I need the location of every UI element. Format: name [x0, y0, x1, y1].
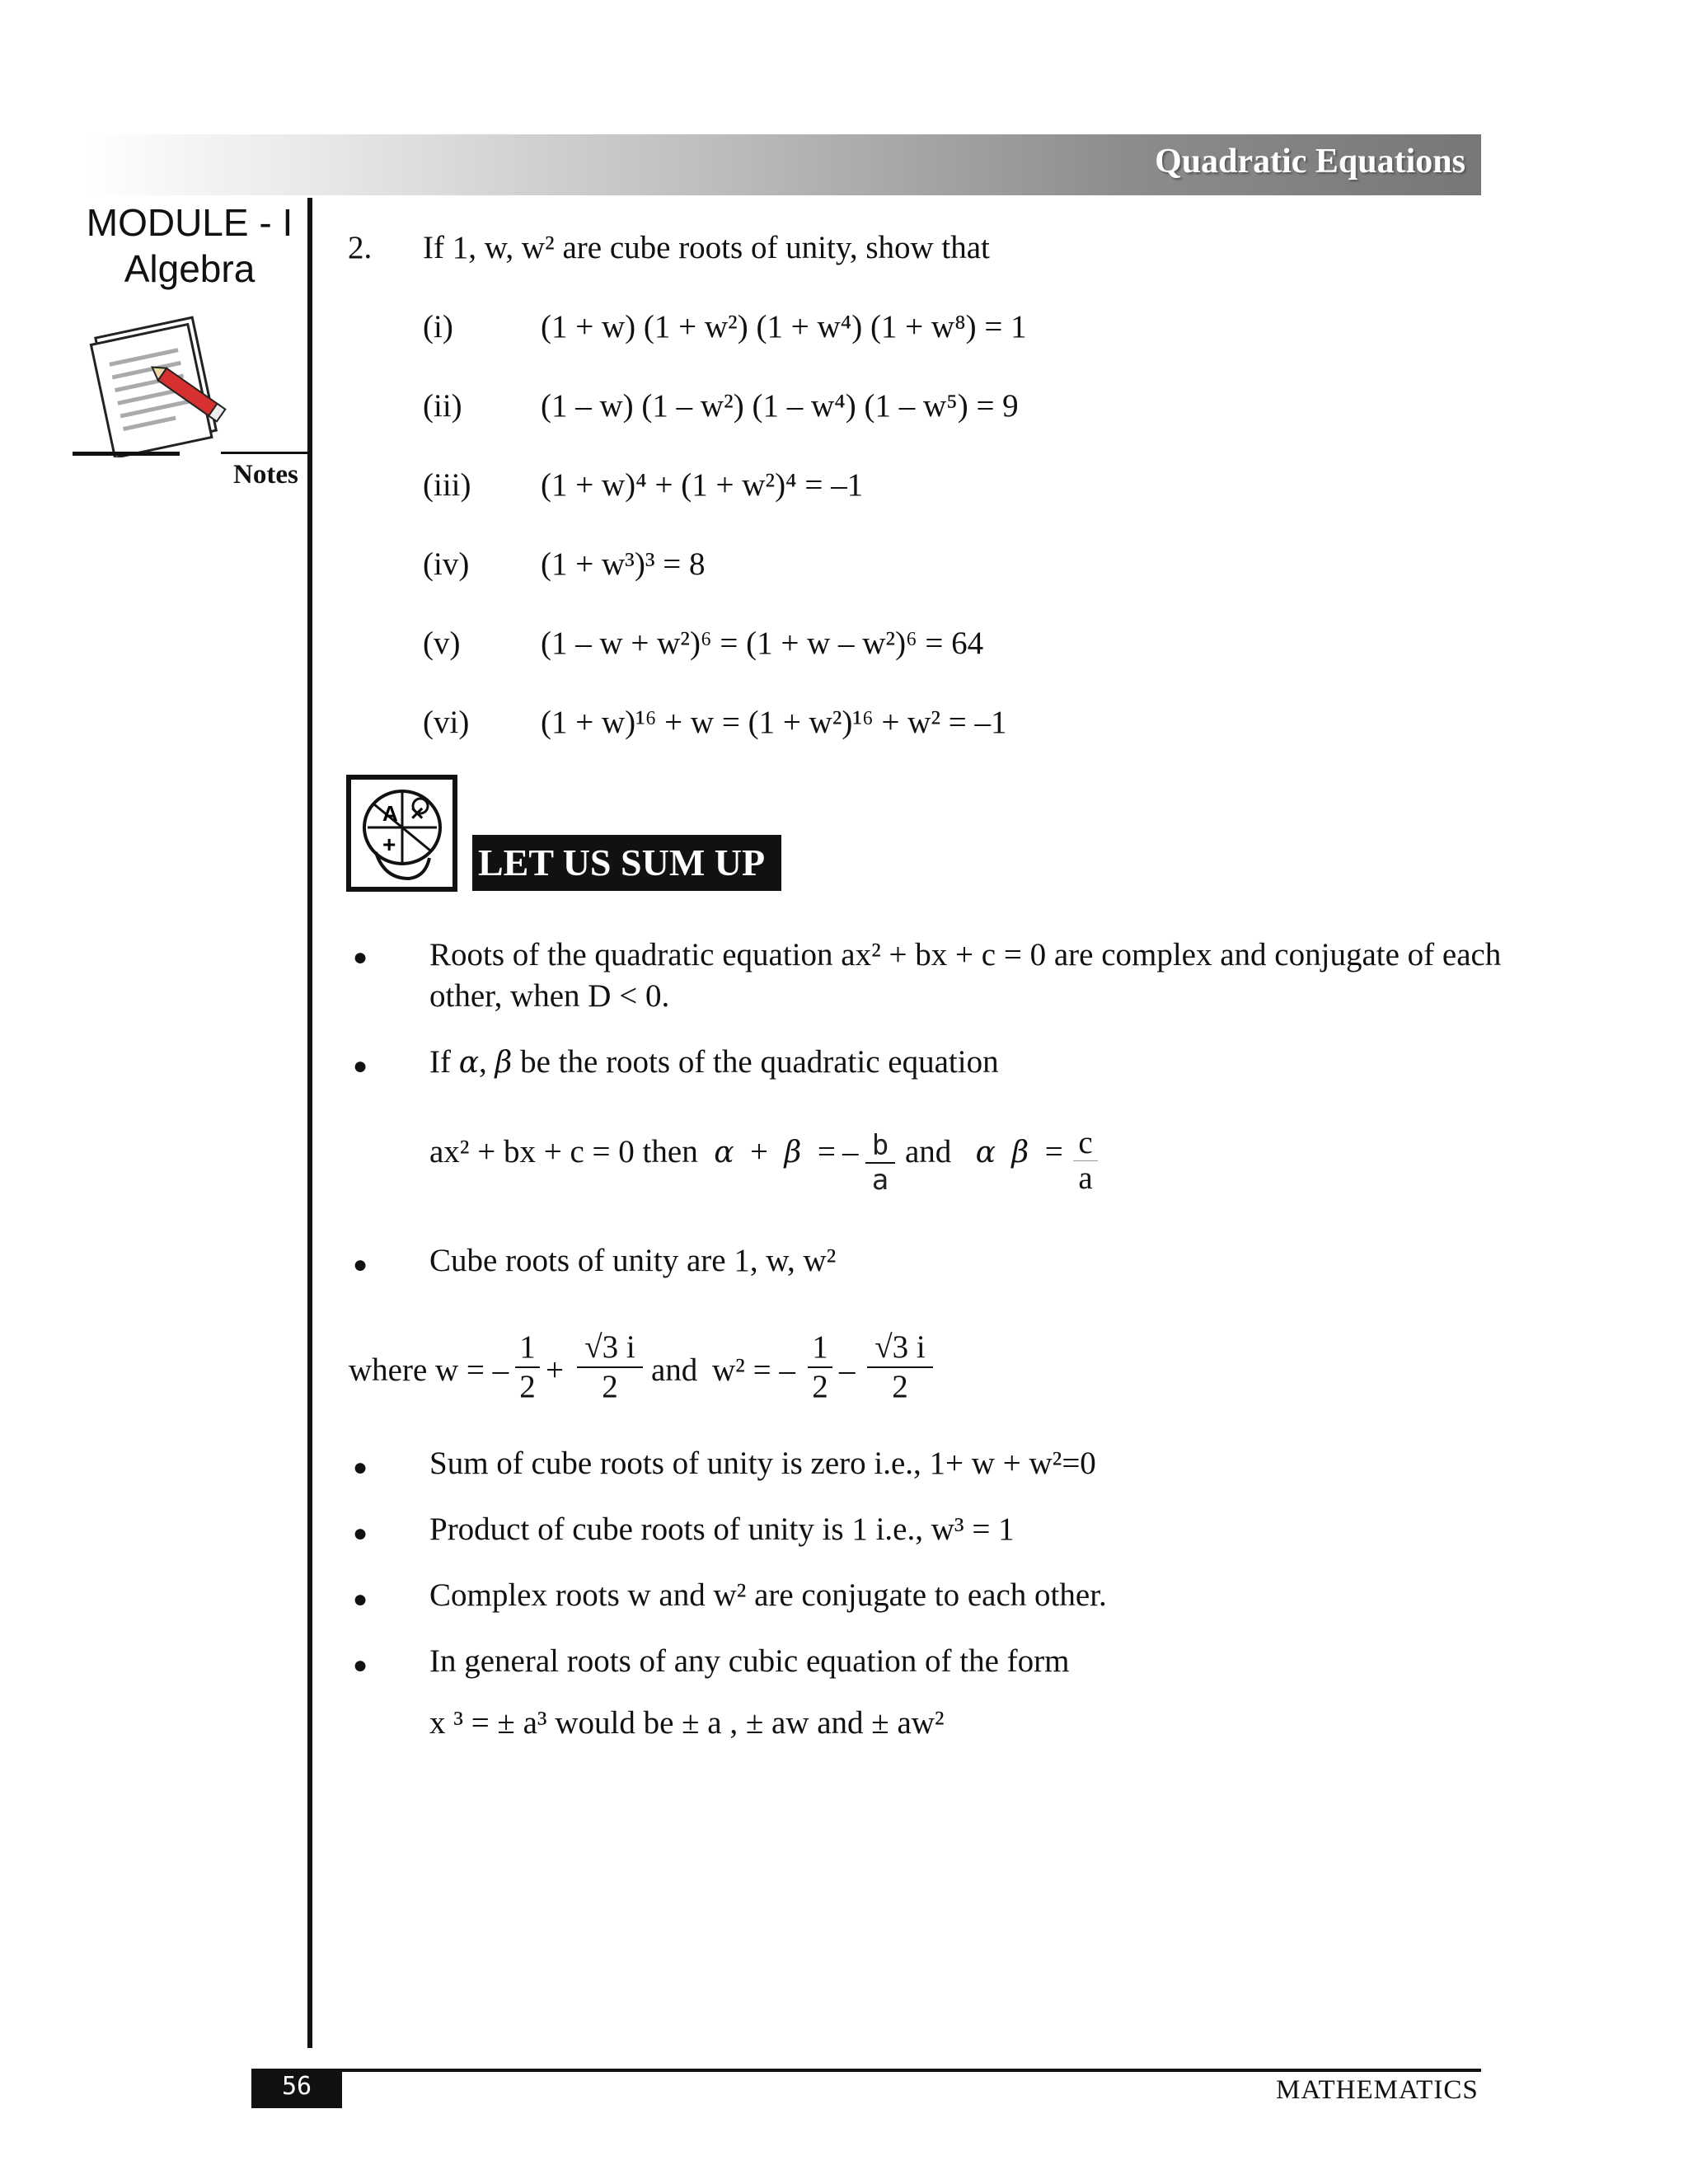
module-subject: Algebra: [124, 247, 256, 290]
exercise-number: 2.: [348, 230, 373, 265]
part-label: (ii): [423, 388, 462, 424]
bullet-icon: ●: [353, 1586, 368, 1613]
part-expression: (1 + w)⁴ + (1 + w²)⁴ = –1: [541, 467, 864, 503]
fraction-one-half: 1 2: [515, 1329, 540, 1406]
notes-pencil-icon: [87, 313, 239, 457]
page-number: 56: [281, 2072, 312, 2101]
margin-divider: [307, 198, 312, 2048]
summary-item: Roots of the quadratic equation ax² + bx + c = 0 are complex and conjugate of each: [429, 937, 1502, 972]
notes-label: Notes: [233, 460, 298, 490]
footer-subject: MATHEMATICS: [1276, 2075, 1479, 2105]
bullet-icon: ●: [353, 1652, 368, 1679]
sum-up-icon-frame: [346, 775, 457, 892]
bullet-icon: ●: [353, 1251, 368, 1278]
relation-and: and α β =: [905, 1134, 1063, 1169]
part-expression: (1 – w + w²)⁶ = (1 + w – w²)⁶ = 64: [541, 626, 984, 661]
summary-item: Sum of cube roots of unity is zero i.e., 1+ w + w²=0: [429, 1446, 1096, 1481]
part-expression: (1 – w) (1 – w²) (1 – w⁴) (1 – w⁵) = 9: [541, 388, 1019, 424]
bullet-icon: ●: [353, 1520, 368, 1547]
fraction-b-over-a: b a: [865, 1129, 895, 1197]
and-label: and: [651, 1352, 698, 1388]
plus-sign: +: [546, 1352, 564, 1388]
part-expression: (1 + w³)³ = 8: [541, 546, 706, 582]
w-definition: w = –: [435, 1352, 509, 1388]
summary-item: Complex roots w and w² are conjugate to each other.: [429, 1577, 1107, 1613]
fraction-root3i-over-2: √3 i 2: [867, 1329, 933, 1406]
part-expression: (1 + w)¹⁶ + w = (1 + w²)¹⁶ + w² = –1: [541, 705, 1007, 740]
part-label: (v): [423, 626, 461, 661]
w-squared-definition: w² = –: [712, 1352, 795, 1388]
summary-item: If α, β be the roots of the quadratic equation: [429, 1044, 999, 1080]
minus-sign: –: [839, 1352, 856, 1388]
summary-item-continuation: other, when D < 0.: [429, 978, 670, 1014]
sum-up-title: LET US SUM UP: [478, 841, 766, 883]
bullet-icon: ●: [353, 1052, 368, 1080]
svg-text:+: +: [382, 832, 396, 857]
part-expression: (1 + w) (1 + w²) (1 + w⁴) (1 + w⁸) = 1: [541, 309, 1027, 344]
cubic-roots-expression: x ³ = ± a³ would be ± a , ± aw and ± aw²: [429, 1705, 945, 1741]
calculator-head-icon: [351, 780, 452, 887]
bullet-icon: ●: [353, 944, 368, 971]
fraction-root3i-over-2: √3 i 2: [577, 1329, 643, 1406]
module-label: [78, 199, 301, 292]
summary-item: Product of cube roots of unity is 1 i.e., w³ = 1: [429, 1511, 1015, 1547]
summary-item: In general roots of any cubic equation of the form: [429, 1643, 1070, 1679]
summary-item: Cube roots of unity are 1, w, w²: [429, 1243, 837, 1278]
margin-rule: [221, 452, 310, 454]
svg-text:×: ×: [410, 800, 424, 826]
margin-rule: [73, 452, 180, 456]
footer-rule: [251, 2069, 1481, 2072]
module-number: MODULE - I: [86, 201, 293, 244]
roots-relation-equation: ax² + bx + c = 0 then α + β =: [429, 1134, 836, 1169]
part-label: (vi): [423, 705, 470, 740]
minus-sign: –: [842, 1134, 859, 1169]
chapter-title: Quadratic Equations: [1155, 143, 1465, 180]
svg-text:A: A: [382, 801, 398, 826]
fraction-c-over-a: c a: [1073, 1126, 1098, 1196]
part-label: (iii): [423, 467, 471, 503]
fraction-one-half: 1 2: [808, 1329, 832, 1406]
part-label: (i): [423, 309, 453, 344]
bullet-icon: ●: [353, 1454, 368, 1481]
part-label: (iv): [423, 546, 470, 582]
where-label: where: [349, 1352, 428, 1388]
exercise-intro: If 1, w, w² are cube roots of unity, show that: [423, 230, 990, 265]
